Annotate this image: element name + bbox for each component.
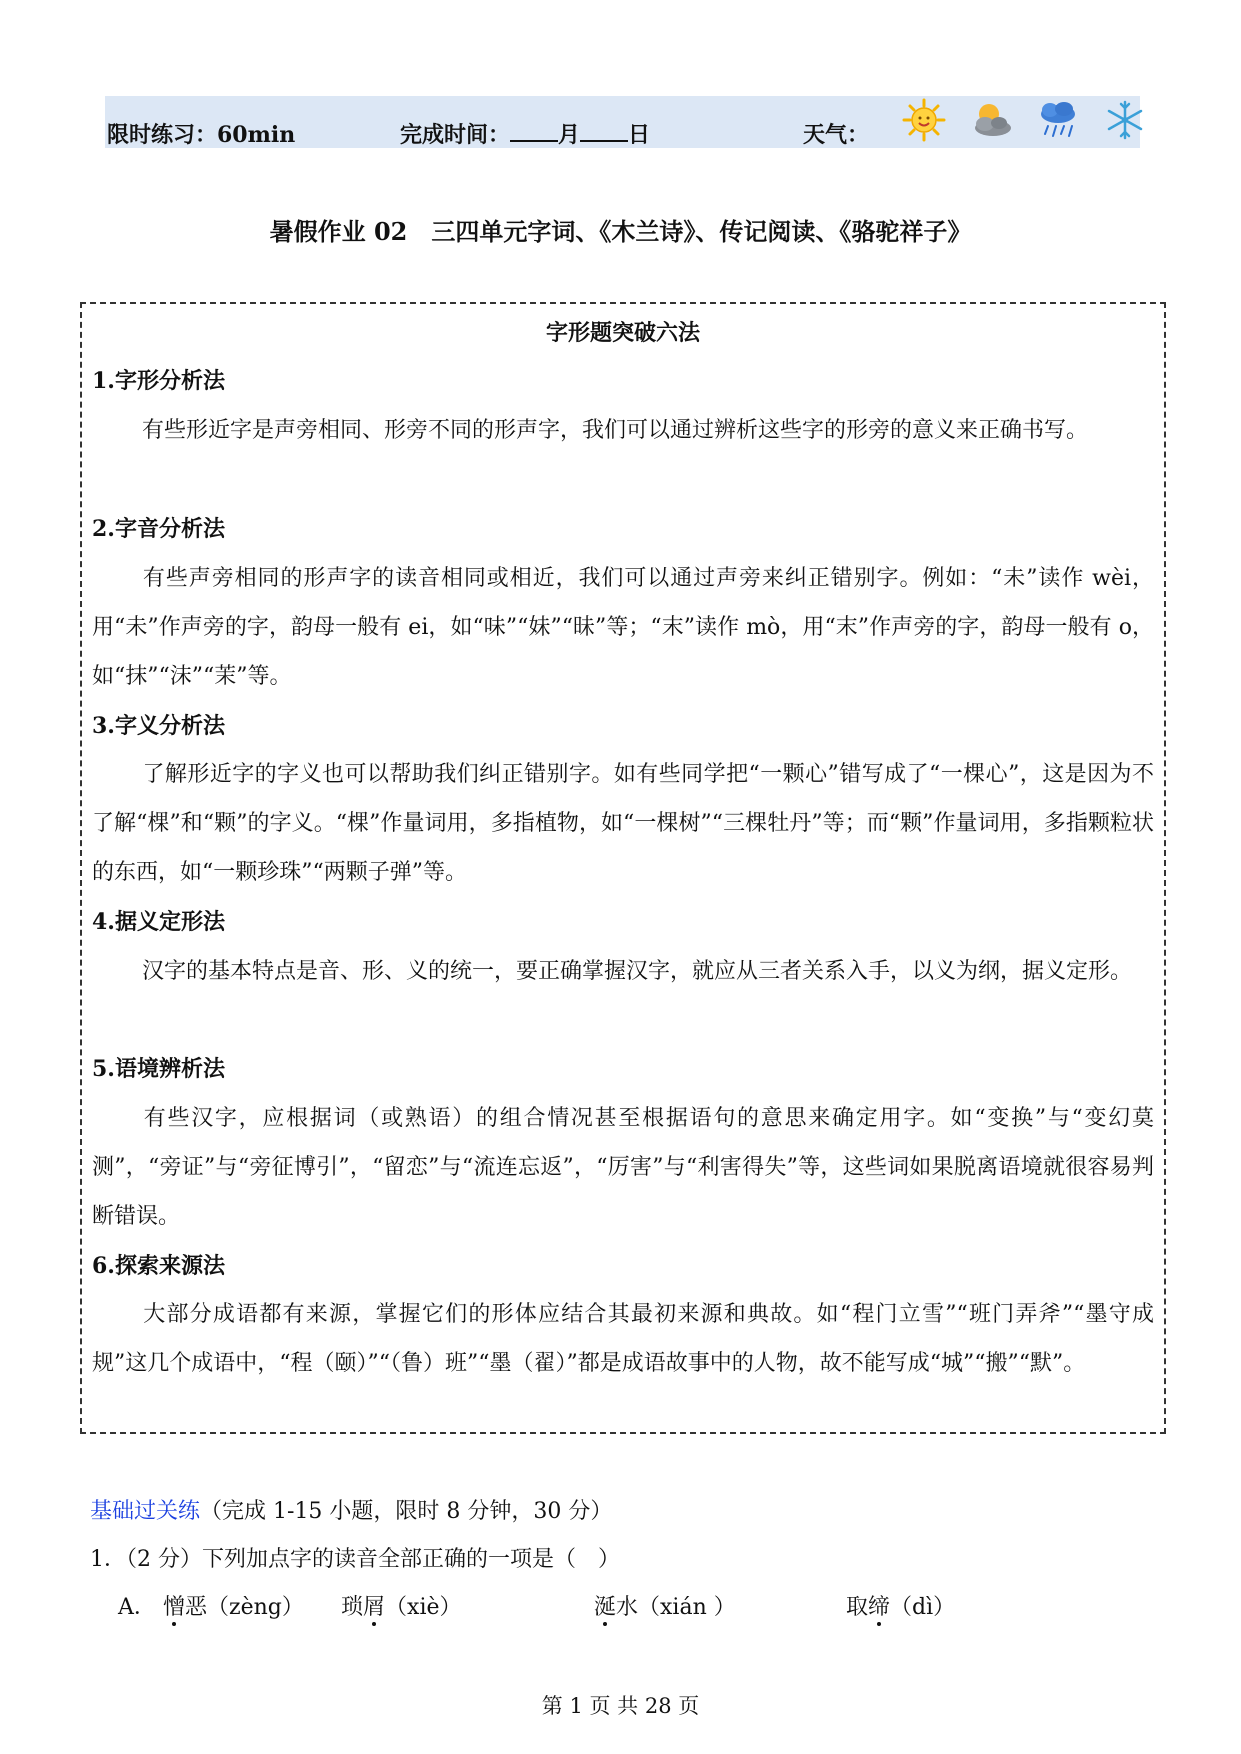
section-heading: 3.字义分析法 xyxy=(92,713,225,739)
rain-cloud-icon xyxy=(1034,98,1082,142)
weather-label: 天气： xyxy=(803,122,870,148)
time-limit: 限时练习：60min xyxy=(107,122,296,148)
month-blank[interactable] xyxy=(510,122,558,142)
sun-icon xyxy=(900,98,948,142)
section-heading: 2.字音分析法 xyxy=(92,516,225,542)
section-text: 有些声旁相同的形声字的读音相同或相近，我们可以通过声旁来纠正错别字。例如：“未”读作 wèi，用“未”作声旁的字，韵母一般有 ei，如“味”“妹”“昧”等；“末”读作 mò，用“末”作声旁的字，韵母一般有 o，如“抹”“沫”“茉”等。 xyxy=(92,566,1154,689)
finish-time-label: 完成时间： xyxy=(400,122,511,148)
option-item: 涎水（xián ） xyxy=(594,1595,736,1620)
snowflake-icon xyxy=(1101,98,1149,142)
basic-practice-label: 基础过关练 xyxy=(90,1499,201,1524)
section-text: 有些形近字是声旁相同、形旁不同的形声字，我们可以通过辨析这些字的形旁的意义来正确书写。 xyxy=(142,418,1089,443)
section-heading: 5.语境辨析法 xyxy=(92,1056,225,1082)
option-item: 取缔（dì） xyxy=(846,1595,956,1620)
partly-cloudy-icon xyxy=(967,98,1015,142)
section-text: 有些汉字，应根据词（或熟语）的组合情况甚至根据语句的意思来确定用字。如“变换”与“变幻莫测”，“旁证”与“旁征博引”，“留恋”与“流连忘返”，“厉害”与“利害得失”等，这些词如果脱离语境就很容易判断错误。 xyxy=(92,1106,1154,1229)
section-heading: 4.据义定形法 xyxy=(92,909,225,935)
question-stem: 1．（2 分）下列加点字的读音全部正确的一项是（ ） xyxy=(90,1547,620,1572)
day-label: 日 xyxy=(628,122,651,148)
section-heading: 6.探索来源法 xyxy=(92,1253,225,1279)
tips-box-title: 字形题突破六法 xyxy=(545,320,700,346)
basic-practice-note: （完成 1-15 小题，限时 8 分钟，30 分） xyxy=(200,1499,613,1524)
section-text: 大部分成语都有来源，掌握它们的形体应结合其最初来源和典故。如“程门立雪”“班门弄斧”“墨守成规”这几个成语中，“程（颐）”“（鲁）班”“墨（翟）”都是成语故事中的人物，故不能写成“城”“搬”“默”。 xyxy=(92,1302,1154,1376)
section-text: 汉字的基本特点是音、形、义的统一，要正确掌握汉字，就应从三者关系入手，以义为纲，据义定形。 xyxy=(142,959,1133,984)
day-blank[interactable] xyxy=(580,122,628,142)
option-item: 憎恶（zèng） xyxy=(163,1595,304,1620)
section-heading: 1.字形分析法 xyxy=(92,368,225,394)
page-title: 暑假作业 02 三四单元字词、《木兰诗》、传记阅读、《骆驼祥子》 xyxy=(269,217,972,246)
tips-box xyxy=(80,302,1166,1434)
section-text: 了解形近字的字义也可以帮助我们纠正错别字。如有些同学把“一颗心”错写成了“一棵心”，这是因为不了解“棵”和“颗”的字义。“棵”作量词用，多指植物，如“一棵树”“三棵牡丹”等；而“颗”作量词用，多指颗粒状的东西，如“一颗珍珠”“两颗子弹”等。 xyxy=(92,762,1154,885)
option-item: 琐屑（xiè） xyxy=(341,1595,462,1620)
option-letter: A． xyxy=(118,1595,156,1620)
month-label: 月 xyxy=(558,122,581,148)
page-footer: 第 1 页 共 28 页 xyxy=(541,1694,700,1718)
basic-practice-heading xyxy=(90,1494,612,1525)
finish-time xyxy=(400,118,650,149)
